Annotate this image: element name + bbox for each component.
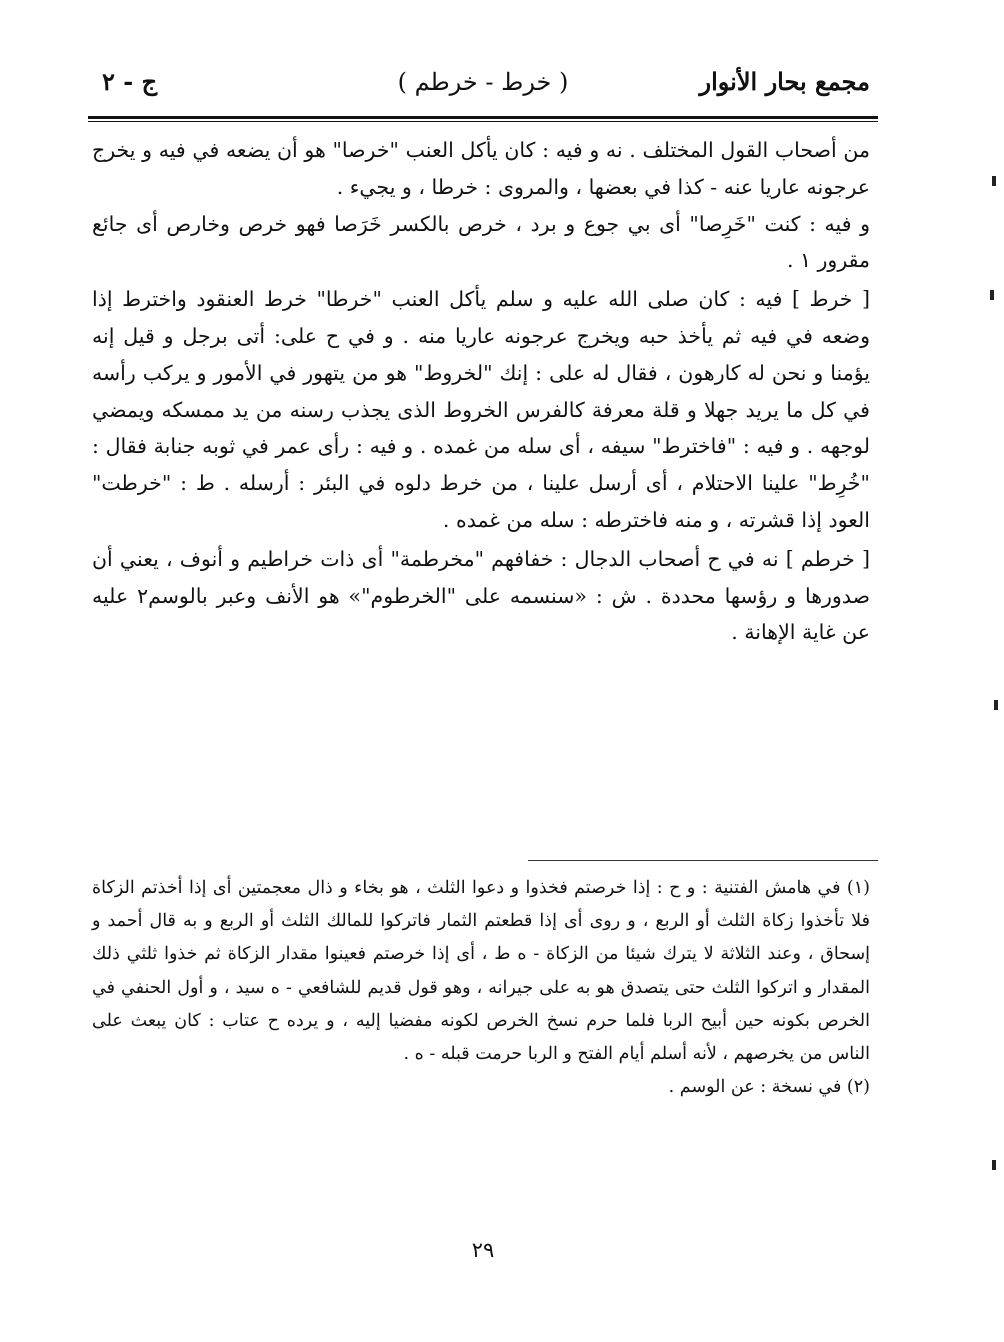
header-rule-thin bbox=[88, 121, 878, 122]
book-page bbox=[88, 60, 878, 1320]
header-rule bbox=[88, 116, 878, 119]
footnote-2: (٢) في نسخة : عن الوسم . bbox=[668, 1077, 870, 1098]
footnote-1: (١) في هامش الفتنية : و ح : إذا خرصتم فخذوا و دعوا الثلث ، هو بخاء و ذال معجمتين أى إذا أخذتم الزكاة فلا تأخذوا زكاة الثلث أو الربع ، و روى أى إذا قطعتم الثمار فاتركوا للمالك الثلث أو الربع و به قال أحمد و إسحاق ، وعند الثلاثة لا يترك شيئا من الزكاة - ه ط ، أى إذا خرصتم فعينوا مقدار الزكاة ثم خذوا ثلثي ذلك المقدار و اتركوا الثلث حتى يتصدق هو به على جيرانه ، وهو قول قديم للشافعي - ه سيد ، و أول الحنفي في الخرص بكونه حين أبيح الربا فلما حرم نسخ الخرص لكونه مفضيا إليه ، و يرده ح عتاب : كان يبعث على الناس من يخرصهم ، لأنه أسلم أيام الفتح و الربا حرمت قبله - ه . bbox=[92, 878, 870, 1065]
volume-number: ج - ٢ bbox=[102, 67, 158, 96]
footnote-separator bbox=[528, 860, 878, 861]
margin-mark bbox=[990, 290, 994, 300]
paragraph-kharas-1: من أصحاب القول المختلف . نه و فيه : كان يأكل العنب "خرصا" هو أن يضعه في فيه و يخرج عرجونه عاريا عنه - كذا في بعضها ، والمروى : خرطا ، و يجيء . bbox=[92, 138, 870, 199]
margin-mark bbox=[992, 176, 996, 186]
entry-khartam: [ خرطم ] نه في ح أصحاب الدجال : خفافهم "مخرطمة" أى ذات خراطيم و أنوف ، يعني أن صدورها و رؤسها محددة . ش : «سنسمه على "الخرطوم"» هو الأنف وعبر بالوسم٢ عليه عن غاية الإهانة . bbox=[92, 546, 870, 645]
main-text bbox=[92, 132, 870, 651]
page-header bbox=[88, 60, 878, 104]
paragraph-kharas-2: و فيه : كنت "خَرِصا" أى بي جوع و برد ، خرص بالكسر خَرَصا فهو خرص وخارص أى جائع مقرور ١ . bbox=[92, 211, 870, 273]
entry-khart: [ خرط ] فيه : كان صلى الله عليه و سلم يأكل العنب "خرطا" خرط العنقود واخترط إذا وضعه في فيه ثم يأخذ حبه ويخرج عرجونه عاريا منه . و في ح على: أتى برجل و قيل إنه يؤمنا و نحن له كارهون ، فقال له على : إنك "لخروط" هو من يتهور في الأمور و يركب رأسه في كل ما يريد جهلا و قلة معرفة كالفرس الخروط الذى يجذب رسنه من يد ممسكه ويمضي لوجهه . و فيه : "فاخترط" سيفه ، أى سله من غمده . و فيه : رأى عمر في ثوبه جنابة فقال : "خُرِط" علينا الاحتلام ، أى أرسل علينا ، من خرط دلوه في البئر : أرسله . ط : "خرطت" العود إذا قشرته ، و منه فاخترطه : سله من غمده . bbox=[92, 287, 870, 532]
margin-mark bbox=[994, 700, 998, 710]
section-title: ( خرط - خرطم ) bbox=[397, 68, 569, 96]
book-title: مجمع بحار الأنوار bbox=[699, 67, 870, 96]
margin-mark bbox=[992, 1160, 996, 1170]
footnotes bbox=[92, 872, 870, 1104]
page-number: ٢٩ bbox=[471, 1238, 495, 1262]
